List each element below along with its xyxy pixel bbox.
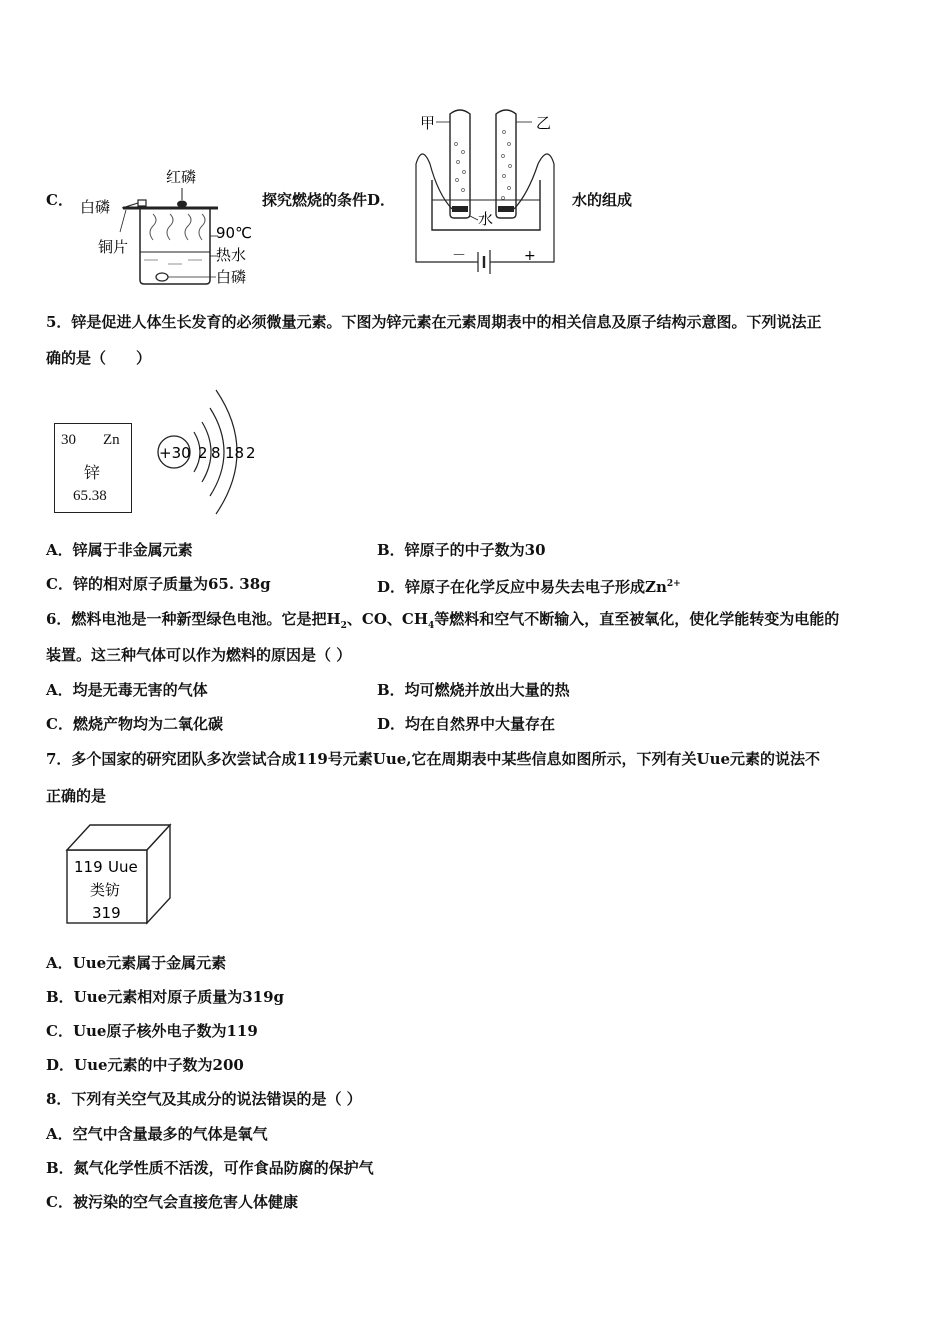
q7-stem-line2: 正确的是: [46, 787, 107, 805]
q5-option-d[interactable]: D．锌原子在化学反应中易失去电子形成$Zn^{2+}$: [377, 578, 681, 596]
red-phosphorus-label: 红磷: [166, 168, 197, 186]
q6-option-d[interactable]: D．均在自然界中大量存在: [377, 715, 556, 733]
tube-jia-label: 甲: [420, 114, 436, 132]
uue-atomic-number: 119: [74, 858, 103, 876]
q7-option-c[interactable]: C．Uue原子核外电子数为119: [46, 1022, 258, 1040]
zinc-symbol: Zn: [103, 432, 120, 448]
q7-option-a[interactable]: A．Uue元素属于金属元素: [46, 954, 227, 972]
negative-terminal-label: －: [452, 248, 466, 264]
q5-option-a[interactable]: A．锌属于非金属元素: [46, 541, 193, 559]
q7-option-d[interactable]: D．Uue元素的中子数为200: [46, 1056, 244, 1074]
q8-stem-line1: 8．下列有关空气及其成分的说法错误的是（ ）: [46, 1090, 362, 1108]
zinc-atomic-number: 30: [61, 432, 76, 448]
zinc-name: 锌: [84, 463, 101, 482]
q8-option-c[interactable]: C．被污染的空气会直接危害人体健康: [46, 1193, 298, 1211]
q4-option-d-label: D．: [367, 191, 396, 209]
q6-option-a[interactable]: A．均是无毒无害的气体: [46, 681, 208, 699]
q8-option-b[interactable]: B．氮气化学性质不活泼，可作食品防腐的保护气: [46, 1159, 374, 1177]
uue-atomic-mass: 319: [92, 904, 121, 922]
uue-name: 类钫: [90, 881, 121, 899]
water-label: 水: [478, 210, 494, 228]
white-phosphorus-top-label: 白磷: [80, 198, 111, 216]
zinc-shell-2: 8: [211, 444, 221, 462]
q5-stem-line2: 确的是（ ）: [46, 349, 152, 367]
q5-stem-line1: 5．锌是促进人体生长发育的必须微量元素。下图为锌元素在元素周期表中的相关信息及原子结构示意图。下列说法正: [46, 313, 822, 331]
tube-yi-label: 乙: [536, 114, 552, 132]
copper-plate-label: 铜片: [98, 238, 129, 256]
combustion-experiment-figure: [78, 160, 268, 290]
white-phosphorus-bottom-label: 白磷: [216, 268, 247, 286]
positive-terminal-label: +: [524, 248, 536, 264]
q6-option-c[interactable]: C．燃烧产物均为二氧化碳: [46, 715, 223, 733]
zinc-atom-structure: [154, 378, 274, 526]
uue-symbol: Uue: [108, 858, 138, 876]
q4-option-d-caption: 水的组成: [572, 191, 633, 209]
q4-option-c-label: C．: [46, 191, 73, 209]
zinc-shell-4: 2: [246, 444, 256, 462]
q6-option-b[interactable]: B．均可燃烧并放出大量的热: [377, 681, 570, 699]
q4-option-c-caption: 探究燃烧的条件: [262, 191, 368, 209]
q5-option-c[interactable]: C．锌的相对原子质量为65. 38g: [46, 575, 271, 593]
q7-stem-line1: 7．多个国家的研究团队多次尝试合成119号元素Uue,它在周期表中某些信息如图所示，下列有关Uue元素的说法不: [46, 750, 821, 768]
zinc-atomic-mass: 65.38: [73, 488, 107, 504]
electrolysis-figure: [408, 104, 568, 292]
hot-water-label: 热水: [216, 246, 247, 264]
temperature-label: 90℃: [216, 224, 252, 242]
q7-option-b[interactable]: B．Uue元素相对原子质量为319g: [46, 988, 285, 1006]
q8-option-a[interactable]: A．空气中含量最多的气体是氧气: [46, 1125, 268, 1143]
q6-stem-line2: 装置。这三种气体可以作为燃料的原因是（ ）: [46, 646, 352, 664]
q6-stem-line1: 6．燃料电池是一种新型绿色电池。它是把$H_2$、CO、$CH_4$等燃料和空气不断输入，直至被氧化，使化学能转变为电能的: [46, 610, 840, 631]
zinc-shell-1: 2: [198, 444, 208, 462]
q5-option-b[interactable]: B．锌原子的中子数为30: [377, 541, 546, 559]
uue-element-cube: [64, 822, 174, 926]
zinc-element-card: [54, 423, 132, 513]
zinc-shell-3: 18: [225, 444, 245, 462]
zinc-nucleus-charge: +30: [159, 444, 191, 462]
